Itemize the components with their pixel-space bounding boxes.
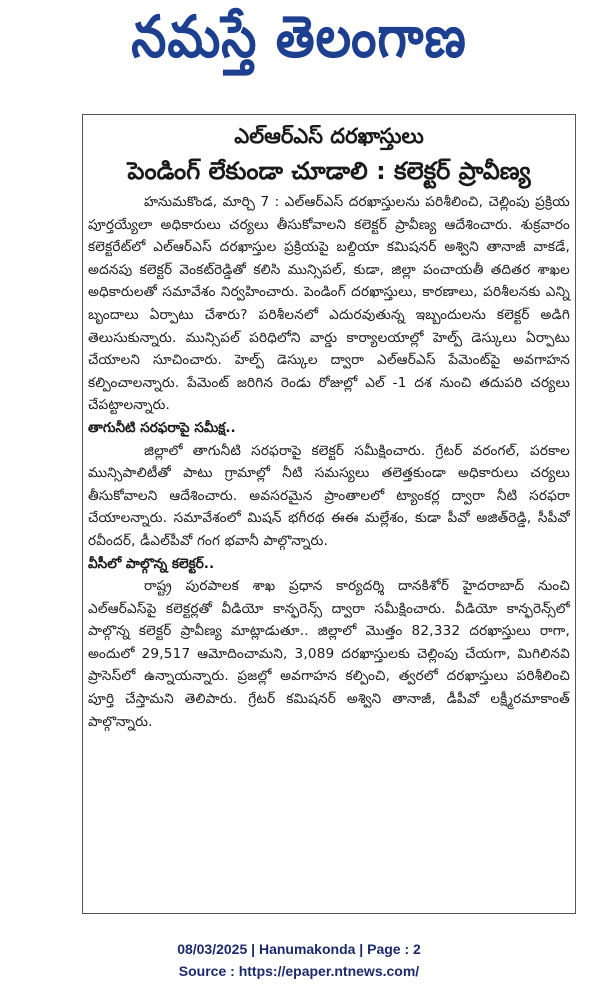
- article-paragraph-2: జిల్లాలో తాగునీటి సరఫరాపై కలెక్టర్‌ సమీక్షించారు. గ్రేటర్‌ వరంగల్‌, పరకాల మున్సిపాలిటీతో పాటు గ్రామాల్లో నీటి సమస్యలు తలెత్తకుండా అధికారులు చర్యలు తీసుకోవాలని ఆదేశించారు. అవసరమైన ప్రాంతాలలో ట్యాంకర్ల ద్వారా నీటి సరఫరా చేయాలన్నారు. సమావేశంలో మిషన్‌ భగీరథ ఈఈ మల్లేశం, కుడా పీవో అజిత్‌రెడ్డి, సీపీవో రవీందర్‌, డీఎల్‌పీవో గంగ భవానీ పాల్గొన్నారు.: [88, 442, 570, 549]
- news-clipping: [82, 114, 576, 914]
- masthead: [0, 0, 598, 88]
- footer-source-link[interactable]: Source : https://epaper.ntnews.com/: [178, 963, 420, 979]
- article-paragraph-1: హనుమకొండ, మార్చి 7 : ఎల్‌ఆర్‌ఎస్‌ దరఖాస్తులను పరిశీలించి, చెల్లింపు ప్రక్రియ పూర్తయ్యేలా అధికారులు చర్యలు తీసుకోవాలని కలెక్టర్‌ ప్రావీణ్య ఆదేశించారు. శుక్రవారం కలెక్టరేట్‌లో ఎల్‌ఆర్‌ఎస్‌ దరఖాస్తుల ప్రక్రియపై బల్దియా కమిషనర్‌ అశ్విని తానాజీ వాకడే, అదనపు కలెక్టర్‌ వెంకట్‌రెడ్డితో కలిసి మున్సిపల్‌, కుడా, జిల్లా పంచాయతీ తదితర శాఖల అధికారులతో సమావేశం నిర్వహించారు. పెండింగ్‌ దరఖాస్తులు, కారణాలు, పరిశీలనకు ఎన్ని బృందాలు ఏర్పాటు చేశారు? పరిశీలనలో ఎదురవుతున్న ఇబ్బందులను కలెక్టర్‌ అడిగి తెలుసుకున్నారు. మున్సిపల్‌ పరిధిలోని వార్డు కార్యాలయాల్లో హెల్ప్‌ డెస్కులు ఏర్పాటు చేయాలని సూచించారు. హెల్ప్‌ డెస్కుల ద్వారా ఎల్‌ఆర్‌ఎస్‌ పేమెంట్‌పై అవగాహన కల్పించాలన్నారు. పేమెంట్‌ జరిగిన రెండు రోజుల్లో ఎల్‌ -1 దశ నుంచి తదుపరి చర్యలు చేపట్టాలన్నారు.: [88, 194, 570, 414]
- article-headline: పెండింగ్‌ లేకుండా చూడాలి : కలెక్టర్‌ ప్రావీణ్య: [127, 157, 531, 185]
- subheading-water-supply: తాగునీటి సరఫరాపై సమీక్ష..: [88, 419, 236, 436]
- article-kicker: ఎల్‌ఆర్‌ఎస్‌ దరఖాస్తులు: [234, 124, 424, 148]
- article-paragraph-3: రాష్ట్ర పురపాలక శాఖ ప్రధాన కార్యదర్శి దానకిశోర్‌ హైదరాబాద్‌ నుంచి ఎల్‌ఆర్‌ఎస్‌పై కలెక్టర్లతో వీడియో కాన్ఫరెన్స్‌ ద్వారా సమీక్షించారు. వీడియో కాన్ఫరెన్స్‌లో పాల్గొన్న కలెక్టర్‌ ప్రావీణ్య మాట్లాడుతూ.. జిల్లాలో మొత్తం 82,332 దరఖాస్తులు రాగా, అందులో 29,517 ఆమోదించామని, 3,089 దరఖాస్తులకు చెల్లింపు చేయగా, మిగిలినవి ప్రాసెస్‌లో ఉన్నాయన్నారు. ప్రజల్లో అవగాహన కల్పించి, త్వరలో దరఖాస్తులు పరిశీలించి పూర్తి చేస్తామని తెలిపారు. గ్రేటర్‌ కమిషనర్‌ అశ్విని తానాజీ, డీపీవో లక్ష్మీరమాకాంత్‌ పాల్గొన్నారు.: [88, 578, 570, 730]
- footer-date-edition: 08/03/2025 | Hanumakonda | Page : 2: [177, 941, 421, 957]
- newspaper-title: నమస్తే తెలంగాణ: [131, 2, 467, 71]
- article: [88, 119, 570, 733]
- subheading-video-conference: వీసీలో పాల్గొన్న కలెక్టర్‌..: [88, 555, 215, 572]
